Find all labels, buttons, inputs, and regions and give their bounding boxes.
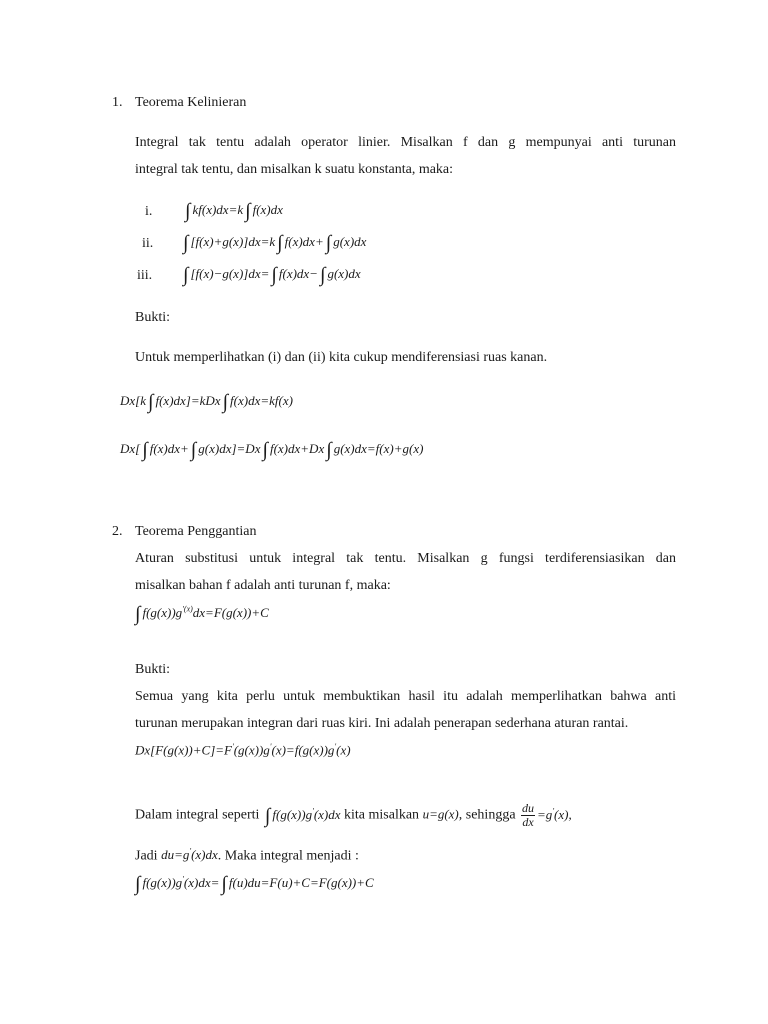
substitution-explanation-line: [135, 802, 572, 829]
section-1-paragraph-line-2: integral tak tentu, dan misalkan k suatu konstanta, maka:: [135, 162, 454, 177]
u-definition: u=g(x): [422, 806, 459, 822]
proof-equation-2: Dx[ ∫ f(x)dx+ ∫ g(x)dx]=Dx ∫ f(x)dx+Dx ∫ g(x)dx=f(x)+g(x): [120, 439, 424, 461]
final-integral-equation: ∫ f(g(x))g'(x)dx= ∫ f(u)du=F(u)+C=F(g(x))+C: [135, 873, 374, 895]
section-1-number: 1.: [112, 95, 123, 110]
text-kita-misalkan: kita misalkan: [344, 807, 420, 823]
text-maka-integral: . Maka integral menjadi :: [217, 848, 359, 864]
integral-symbol: ∫: [271, 264, 277, 286]
integral-symbol: ∫: [319, 264, 326, 286]
integral-symbol: ∫: [190, 439, 197, 461]
section-2-paragraph-line-1: Aturan substitusi untuk integral tak tentu. Misalkan g fungsi terdiferensiasikan dan: [135, 551, 676, 566]
item-iii-label: iii.: [137, 268, 153, 283]
derivative-rhs: =g'(x),: [537, 806, 572, 822]
section-1-proof-label: Bukti:: [135, 310, 171, 325]
integral-symbol: ∫: [135, 603, 141, 625]
proof-equation-1: Dx[k ∫ f(x)dx]=kDx ∫ f(x)dx=kf(x): [120, 391, 293, 413]
section-2-proof-line-1: Semua yang kita perlu untuk membuktikan hasil itu adalah memperlihatkan bahwa anti: [135, 689, 676, 704]
du-definition: du=g'(x)dx: [161, 847, 218, 863]
section-1-proof-text: Untuk memperlihatkan (i) dan (ii) kita cukup mendiferensiasi ruas kanan.: [135, 350, 548, 365]
section-2-paragraph-line-2: misalkan bahan f adalah anti turunan f, maka:: [135, 578, 391, 593]
fraction-numerator: du: [522, 801, 535, 815]
integral-symbol: ∫: [245, 200, 251, 222]
substitution-formula: ∫ $f(g(x))g^{'(x)}dx=F(g(x))+C$: [135, 603, 269, 625]
integral-symbol: ∫: [185, 200, 191, 222]
integral-symbol: ∫: [262, 439, 268, 461]
integral-symbol: ∫: [222, 391, 229, 413]
section-2-proof-label: Bukti:: [135, 662, 171, 677]
integral-symbol: ∫: [264, 804, 271, 827]
section-1-title: Teorema Kelinieran: [135, 95, 247, 110]
integral-symbol: ∫: [183, 232, 189, 254]
section-2-title: Teorema Penggantian: [135, 524, 257, 539]
item-i-label: i.: [145, 204, 153, 219]
integral-symbol: ∫: [221, 873, 227, 895]
text-jadi: Jadi: [135, 848, 158, 864]
integral-symbol: ∫: [148, 391, 154, 413]
integral-symbol: ∫: [142, 439, 148, 461]
item-ii-label: ii.: [142, 236, 154, 251]
text-dalam-integral: Dalam integral seperti: [135, 807, 260, 823]
integral-symbol: ∫: [277, 232, 283, 254]
du-line: [135, 847, 359, 864]
section-1-paragraph-line-1: Integral tak tentu adalah operator linier. Misalkan f dan g mempunyai anti turunan: [135, 135, 676, 150]
chain-rule-equation: Dx[F(g(x))+C]=F'(g(x))g'(x)=f(g(x))g'(x): [135, 742, 351, 758]
integral-symbol: ∫: [183, 264, 189, 286]
item-iii-formula: ∫ [f(x)−g(x)]dx= ∫ f(x)dx− ∫ g(x)dx: [183, 264, 361, 286]
section-2-number: 2.: [112, 524, 123, 539]
section-2-proof-line-2: turunan merupakan integran dari ruas kiri. Ini adalah penerapan sederhana aturan rantai.: [135, 716, 629, 731]
integral-symbol: ∫: [325, 232, 332, 254]
integral-symbol: ∫: [326, 439, 332, 461]
text-sehingga: , sehingga: [458, 807, 516, 823]
du-dx-fraction: [521, 802, 535, 829]
item-ii-formula: ∫ [f(x)+g(x)]dx=k ∫ f(x)dx+ ∫ g(x)dx: [183, 232, 367, 254]
fraction-denominator: dx: [522, 815, 534, 829]
inline-integral: ∫ f(g(x))g'(x)dx: [264, 804, 341, 827]
item-i-formula: ∫ kf(x)dx=k ∫ f(x)dx: [185, 200, 283, 222]
integral-symbol: ∫: [135, 873, 141, 895]
